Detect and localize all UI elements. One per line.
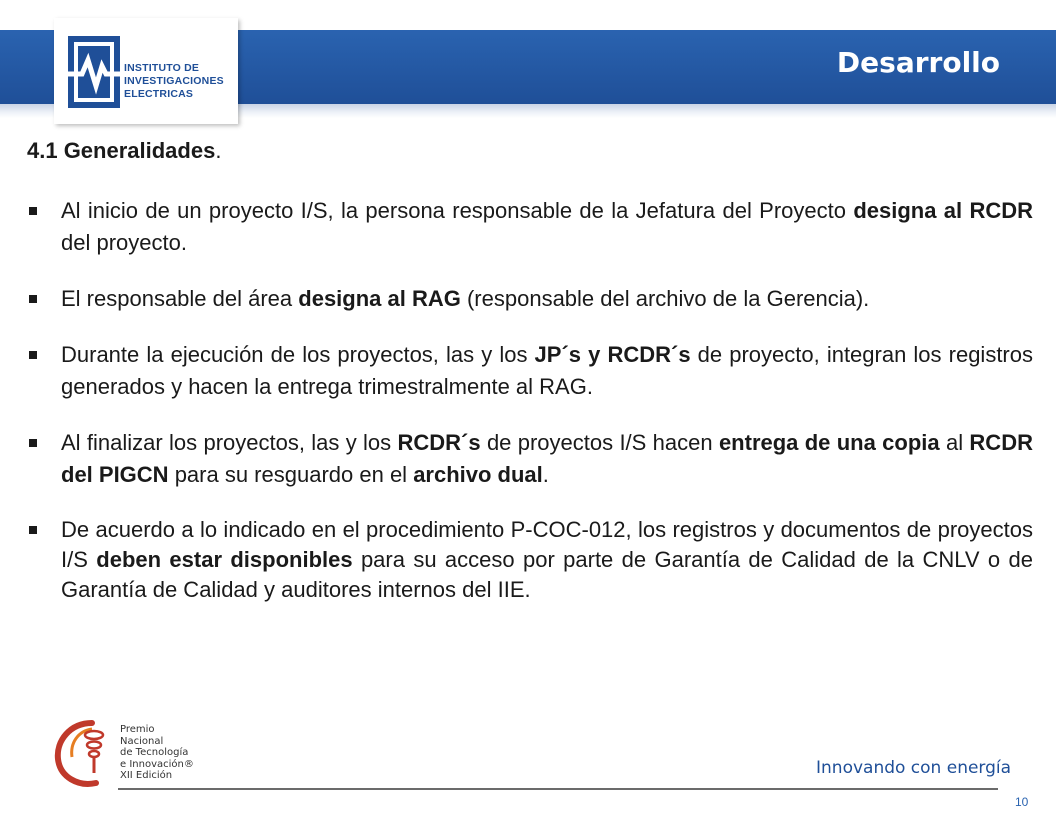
bullet-text-bold: designa al RAG [298,286,461,311]
section-heading [27,138,221,164]
bullet-text-run: (responsable del archivo de la Gerencia). [460,286,870,311]
logo-line-2: INVESTIGACIONES [124,75,224,87]
bullet-text-run: . [542,462,549,487]
square-bullet-icon [29,207,37,215]
bullet-item [27,339,1033,403]
bullet-text-bold: JP´s y RCDR´s [534,342,691,367]
bullet-item [27,283,1033,315]
iie-logo [54,18,238,124]
bullet-text-run: de proyecto, integran los registros generados y hacen la entrega trimestralmente al RAG. [61,342,1033,399]
bullet-text [61,342,1033,399]
bullet-text-bold: archivo dual [413,462,543,487]
award-text [120,724,194,782]
bullet-text-bold: deben estar disponibles [96,547,353,572]
square-bullet-icon [29,295,37,303]
bullet-text-run: Al inicio de un proyecto I/S, la persona responsable de la Jefatura del Proyecto [61,198,854,223]
award-line-5: XII Edición [120,770,173,782]
logo-line-3: ELECTRICAS [124,88,194,100]
award-line-2: Nacional [120,735,164,747]
bullet-text-run: para su acceso por parte de Garantía de Calidad de la CNLV o de Garantía de Calidad y auditores internos del IIE. [61,547,1033,602]
page-number: 10 [1015,795,1029,809]
bullet-item [27,427,1033,491]
square-bullet-icon [29,526,37,534]
bullet-text-run: El responsable del área [61,286,299,311]
bullet-text-bold: RCDR´s [397,430,481,455]
square-bullet-icon [29,351,37,359]
bullet-text [61,517,1033,602]
bullet-text-bold: entrega de una copia [718,430,940,455]
bullet-item [27,195,1033,259]
bullet-list [27,195,1033,629]
bullet-text-run: De acuerdo a lo indicado en el procedimiento P-COC-012, los registros y documentos de proyectos I/S [61,517,1033,572]
bullet-text-run: al [939,430,970,455]
bullet-text-run: del proyecto. [61,230,187,255]
logo-line-1: INSTITUTO DE [124,62,200,74]
bullet-text-run: Al finalizar los proyectos, las y los [61,430,398,455]
square-bullet-icon [29,439,37,447]
award-line-4: e Innovación® [120,758,194,770]
iie-logo-mark-icon [68,36,120,108]
bullet-text-bold: designa al RCDR [853,198,1033,223]
logo-text [124,62,236,101]
footer-slogan: Innovando con energía [816,758,1012,778]
award-logo-icon [52,715,116,790]
section-heading-dot: . [215,138,222,163]
bullet-text-run: de proyectos I/S hacen [480,430,719,455]
bullet-text [61,286,869,311]
bullet-text [61,198,1033,255]
bullet-text-run: Durante la ejecución de los proyectos, las y los [61,342,535,367]
bullet-item [27,515,1033,605]
bullet-text-bold: RCDR del PIGCN [61,430,1033,487]
award-line-1: Premio [120,724,155,735]
bullet-text [61,430,1033,487]
footer-divider [118,788,998,790]
section-heading-text: 4.1 Generalidades [27,138,216,163]
bullet-text-run: para su resguardo en el [168,462,414,487]
award-line-3: de Tecnología [120,747,189,759]
page-title: Desarrollo [836,46,1000,79]
